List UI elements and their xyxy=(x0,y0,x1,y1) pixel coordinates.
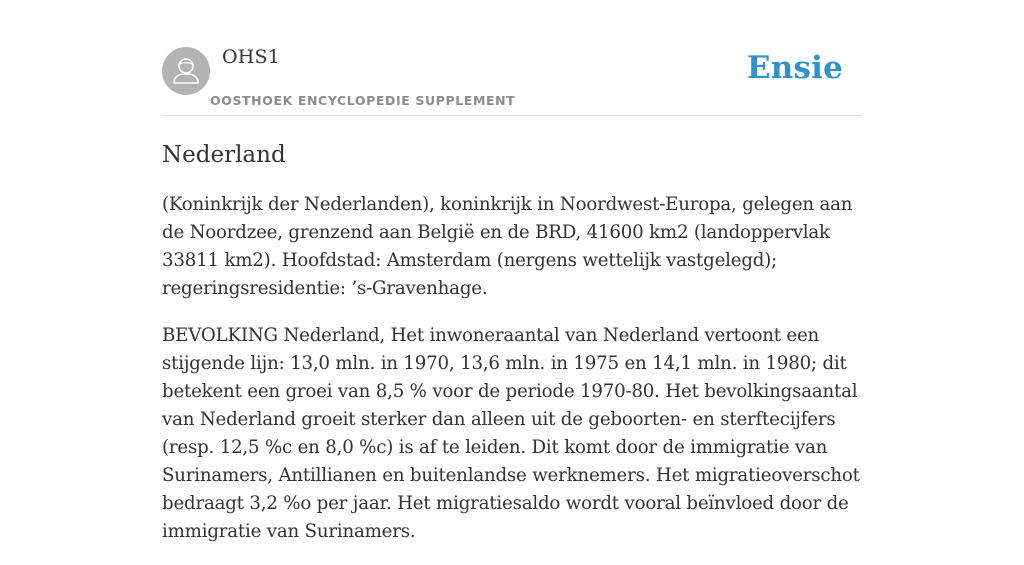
author-avatar[interactable] xyxy=(162,47,210,95)
author-name-link[interactable]: OHS1 xyxy=(222,46,281,68)
article-title: Nederland xyxy=(162,142,286,168)
source-link[interactable]: OOSTHOEK ENCYCLOPEDIE SUPPLEMENT xyxy=(210,93,516,108)
user-silhouette-icon xyxy=(162,47,210,95)
article-paragraph: (Koninkrijk der Nederlanden), koninkrijk in Noordwest-Europa, gelegen aan de Noordzee, grenzend aan België en de BRD, 41600 km2 (landoppervlak 33811 km2). Hoofdstad: Amsterdam (nergens wettelijk vastgelegd); regeringsresidentie: ’s-Gravenhage. xyxy=(162,194,853,299)
article-paragraph: BEVOLKING Nederland, Het inwoneraantal van Nederland vertoont een stijgende lijn: 13,0 mln. in 1970, 13,6 mln. in 1975 en 14,1 mln. in 1980; dit betekent een groei van 8,5 % voor de periode 1970-80. Het bevolkingsaantal van Nederland groeit sterker dan alleen uit de geboorten- en sterftecijfers (resp. 12,5 %c en 8,0 %c) is af te leiden. Dit komt door de immigratie van Surinamers, Antillianen en buitenlandse werknemers. Het migratieoverschot bedraagt 3,2 %o per jaar. Het migratiesaldo wordt vooral beïnvloed door de immigratie van Surinamers. xyxy=(162,325,860,542)
article-header xyxy=(162,0,862,116)
article-body xyxy=(162,140,864,565)
ensie-logo-link[interactable]: Ensie xyxy=(746,50,843,86)
